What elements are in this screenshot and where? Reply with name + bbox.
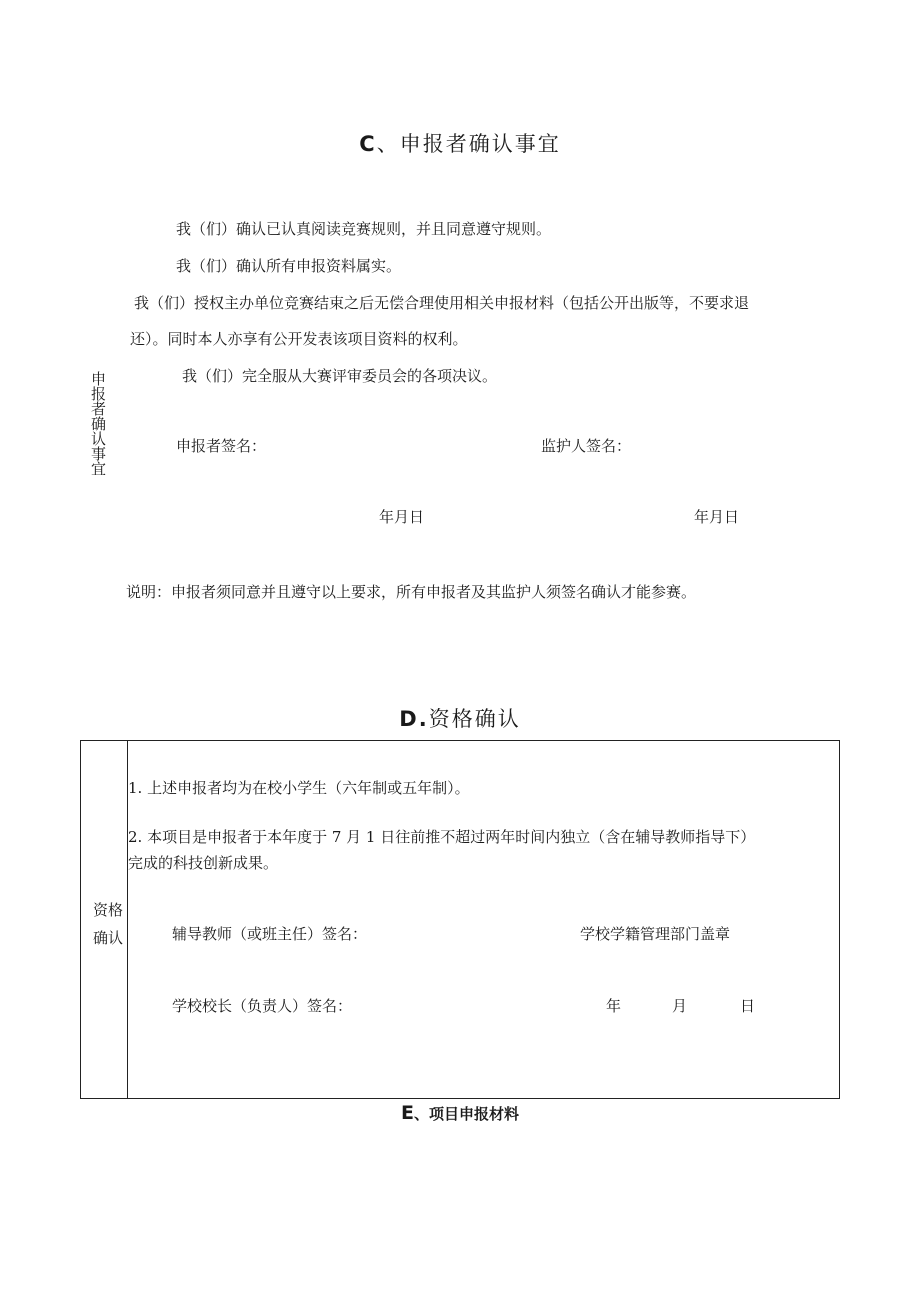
date-month: 月 bbox=[672, 997, 688, 1015]
teacher-signature-label: 辅导教师（或班主任）签名： bbox=[172, 925, 368, 943]
section-e-letter: E bbox=[401, 1102, 414, 1124]
section-d-letter: D. bbox=[399, 707, 429, 731]
principal-signature-label: 学校校长（负责人）签名： bbox=[172, 997, 353, 1015]
section-c-side-label: 申报者确认事宜 bbox=[89, 370, 107, 476]
statement-4: 我（们）完全服从大赛评审委员会的各项决议。 bbox=[182, 367, 498, 385]
qualification-cell-label: 资格确认 bbox=[92, 901, 123, 947]
statement-3-line-1: 我（们）授权主办单位竞赛结束之后无偿合理使用相关申报材料（包括公开出版等，不要求退 bbox=[134, 294, 750, 312]
applicant-signature-label: 申报者签名： bbox=[176, 437, 267, 455]
section-c-note: 说明：申报者须同意并且遵守以上要求，所有申报者及其监护人须签名确认才能参赛。 bbox=[126, 583, 697, 601]
date-year: 年 bbox=[606, 997, 622, 1015]
qualification-item-2-line-2: 完成的科技创新成果。 bbox=[128, 854, 279, 872]
statement-3-line-2: 还）。同时本人亦享有公开发表该项目资料的权利。 bbox=[130, 330, 468, 348]
section-e-title-text: 、项目申报材料 bbox=[413, 1105, 519, 1123]
applicant-date: 年月日 bbox=[379, 508, 425, 526]
section-d-title-text: 资格确认 bbox=[428, 707, 521, 731]
section-c-letter: C bbox=[359, 132, 377, 156]
statement-1: 我（们）确认已认真阅读竞赛规则，并且同意遵守规则。 bbox=[176, 220, 552, 238]
statement-2: 我（们）确认所有申报资料属实。 bbox=[176, 257, 402, 275]
guardian-signature-label: 监护人签名： bbox=[541, 437, 632, 455]
guardian-date: 年月日 bbox=[694, 508, 740, 526]
section-c-title bbox=[0, 128, 920, 158]
date-day: 日 bbox=[740, 997, 756, 1015]
qualification-item-1: 1. 上述申报者均为在校小学生（六年制或五年制）。 bbox=[128, 779, 470, 797]
section-c-title-text: 、申报者确认事宜 bbox=[376, 132, 561, 156]
section-d-title bbox=[0, 703, 920, 733]
school-seal-label: 学校学籍管理部门盖章 bbox=[580, 925, 731, 943]
section-e-title bbox=[0, 1102, 920, 1124]
qualification-item-2-line-1: 2. 本项目是申报者于本年度于 7 月 1 日往前推不超过两年时间内独立（含在辅导教师指导下） bbox=[128, 828, 756, 846]
